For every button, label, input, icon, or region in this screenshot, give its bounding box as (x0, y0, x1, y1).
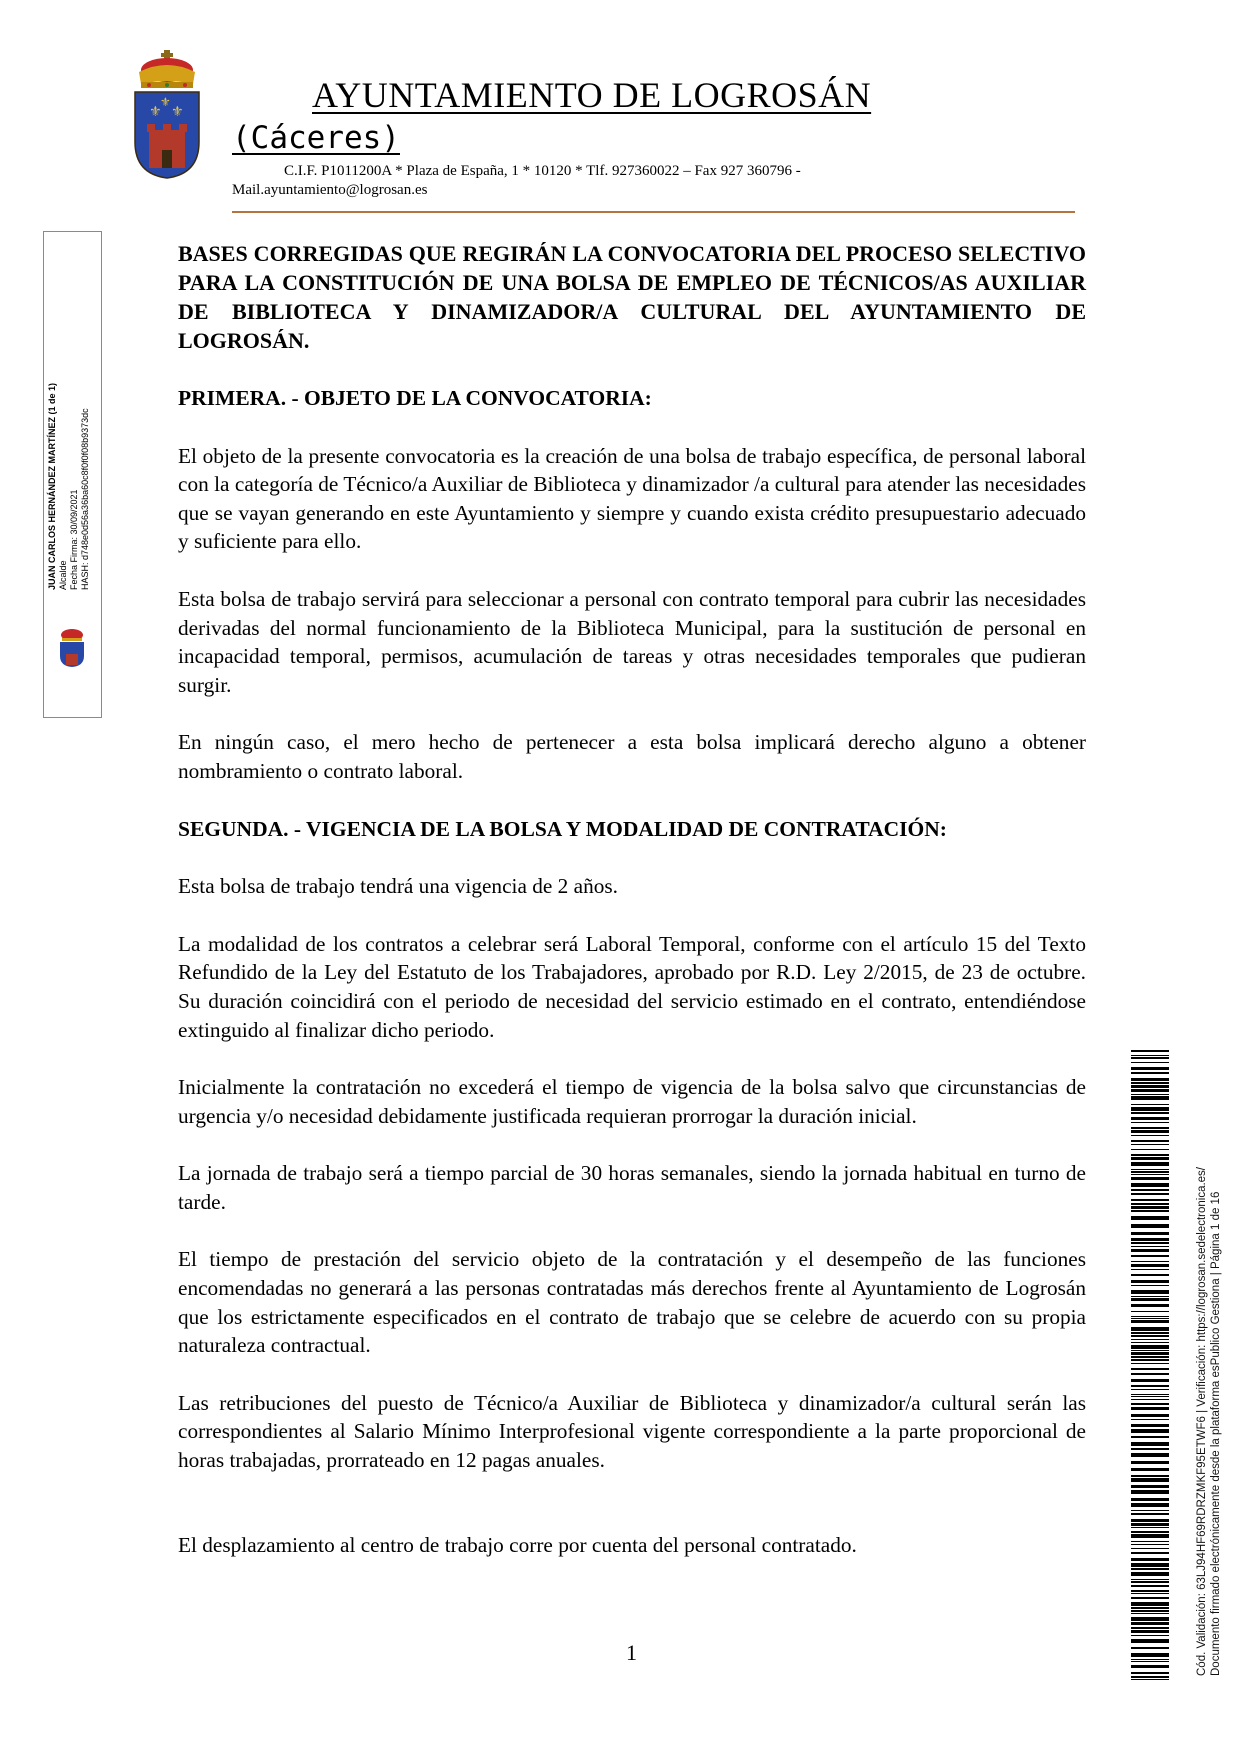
validation-barcode (1131, 1050, 1169, 1680)
paragraph: La modalidad de los contratos a celebrar será Laboral Temporal, conforme con el artículo 15 del Texto Refundido de la Ley del Estatuto de los Trabajadores, aprobado por R.D. Ley 2/2015, de 23 de octubre. Su duración coincidirá con el periodo de necesidad del servicio estimado en el contrato, entendiéndose extinguido al finalizar dicho periodo. (178, 931, 1086, 1042)
signature-emblem-icon (57, 628, 87, 668)
verification-platform: Documento firmado electrónicamente desde la plataforma esPublico Gestiona | Página 1 de 16 (1209, 1191, 1222, 1676)
institution-title: AYUNTAMIENTO DE LOGROSÁN (312, 75, 872, 115)
signature-date: Fecha Firma: 30/09/2021 (69, 489, 79, 590)
paragraph: El tiempo de prestación del servicio objeto de la contratación y el desempeño de las funciones encomendadas no generará a las personas contratadas más derechos frente al Ayuntamiento de Logrosán que los estrictamente especificados en el contrato de trabajo que se celebre de acuerdo con su propia naturaleza contractual. (178, 1247, 1086, 1358)
svg-text:⚜: ⚜ (171, 104, 184, 120)
document-body (178, 239, 1086, 1588)
verification-info (1196, 1116, 1223, 1676)
paragraph: Las retribuciones del puesto de Técnico/a Auxiliar de Biblioteca y dinamizador/a cultural serán las correspondientes al Salario Mínimo Interprofesional vigente correspondiente a la parte proporcional de horas trabajadas, prorrateado en 12 pagas anuales. (178, 1390, 1086, 1473)
paragraph: El objeto de la presente convocatoria es la creación de una bolsa de trabajo específica, de personal laboral con la categoría de Técnico/a Auxiliar de Biblioteca y dinamizador /a cultural para atender las necesidades que se vayan generando en este Ayuntamiento y siempre y cuando exista crédito presupuestario adecuado y suficiente para ello. (178, 443, 1086, 554)
signer-role: Alcalde (58, 560, 68, 590)
svg-text:⚜: ⚜ (160, 95, 171, 109)
signature-info (47, 360, 91, 590)
section-heading-segunda: SEGUNDA. - VIGENCIA DE LA BOLSA Y MODALIDAD DE CONTRATACIÓN: (178, 816, 947, 841)
institution-email: Mail.ayuntamiento@logrosan.es (232, 182, 428, 198)
paragraph: En ningún caso, el mero hecho de pertenecer a esta bolsa implicará derecho alguno a obtener nombramiento o contrato laboral. (178, 730, 1086, 783)
coat-of-arms-logo (131, 50, 203, 180)
page-number: 1 (626, 1640, 637, 1665)
paragraph: Esta bolsa de trabajo servirá para seleccionar a personal con contrato temporal para cubrir las necesidades derivadas del normal funcionamiento de la Biblioteca Municipal, para la sustitución de personal en incapacidad temporal, permisos, acumulación de tareas y otras necesidades temporales que pudieran surgir. (178, 586, 1086, 697)
signature-hash: HASH: d748e0d56a36ba60c8f0f0f08b9373dc (80, 408, 90, 590)
paragraph: El desplazamiento al centro de trabajo corre por cuenta del personal contratado. (178, 1532, 857, 1557)
verification-code: Cód. Validación: 63LJ94HF69RDRZMKF95ETWF6 | Verificación: https://logrosan.sedelectronica.es/ (1196, 1166, 1208, 1676)
institution-province: (Cáceres) (232, 120, 400, 156)
signer-name: JUAN CARLOS HERNÁNDEZ MARTÍNEZ (1 de 1) (47, 382, 57, 590)
paragraph: La jornada de trabajo será a tiempo parcial de 30 horas semanales, siendo la jornada habitual en turno de tarde. (178, 1161, 1086, 1214)
institution-contact: C.I.F. P1011200A * Plaza de España, 1 * 10120 * Tlf. 927360022 – Fax 927 360796 - (284, 163, 801, 179)
paragraph: Esta bolsa de trabajo tendrá una vigencia de 2 años. (178, 874, 618, 899)
svg-text:⚜: ⚜ (149, 104, 162, 120)
document-title: BASES CORREGIDAS QUE REGIRÁN LA CONVOCATORIA DEL PROCESO SELECTIVO PARA LA CONSTITUCIÓN DE UNA BOLSA DE EMPLEO DE TÉCNICOS/AS AUXILIAR DE BIBLIOTECA Y DINAMIZADOR/A CULTURAL DEL AYUNTAMIENTO DE LOGROSÁN. (178, 241, 1086, 353)
paragraph: Inicialmente la contratación no excederá el tiempo de vigencia de la bolsa salvo que circunstancias de urgencia y/o necesidad debidamente justificada requieran prorrogar la duración inicial. (178, 1075, 1086, 1128)
header-divider (232, 211, 1075, 213)
section-heading-primera: PRIMERA. - OBJETO DE LA CONVOCATORIA: (178, 386, 652, 410)
